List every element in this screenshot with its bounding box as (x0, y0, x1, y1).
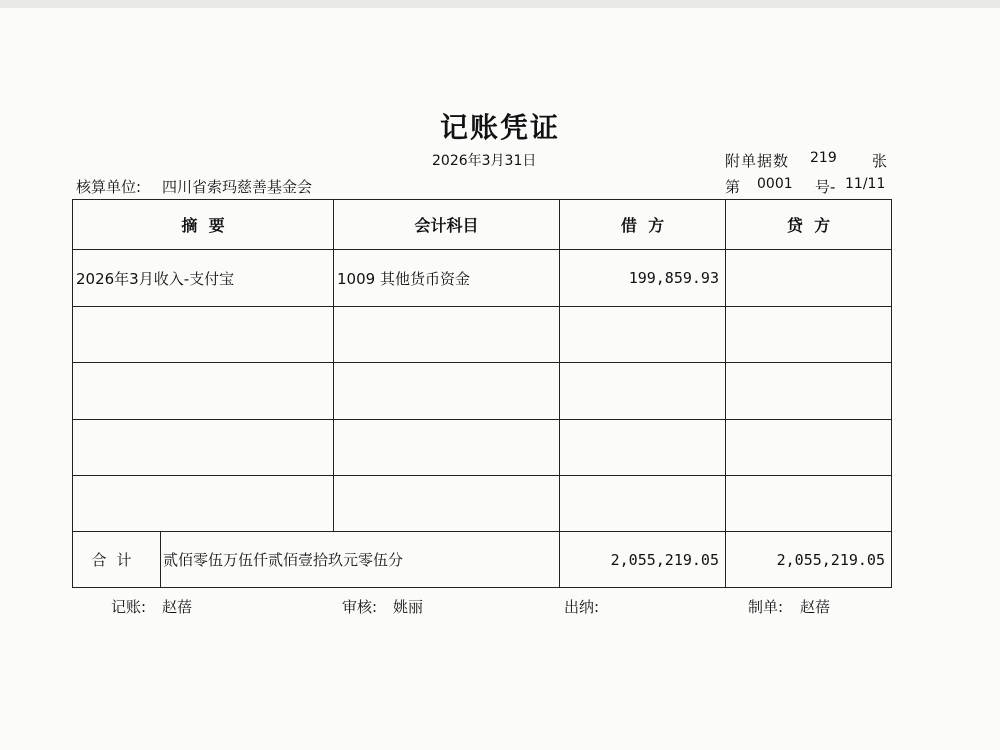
row-credit (726, 250, 892, 306)
accounting-unit-label: 核算单位: (76, 178, 142, 196)
row-credit (726, 306, 892, 362)
header-credit: 贷 方 (726, 200, 892, 250)
total-row (73, 532, 892, 588)
reviewer-label: 审核: (342, 598, 378, 616)
attachments-label: 附单据数 (725, 152, 790, 170)
row-summary: 2026年3月收入-支付宝 (73, 250, 334, 306)
voucher-page-count: 11/11 (845, 176, 886, 192)
voucher-number-suffix: 号- (815, 178, 836, 196)
row-account (334, 363, 560, 419)
header-account: 会计科目 (334, 200, 560, 250)
voucher-number: 0001 (757, 176, 793, 192)
row-account (334, 419, 560, 475)
header-debit: 借 方 (560, 200, 726, 250)
accounting-unit-name: 四川省索玛慈善基金会 (162, 178, 313, 196)
preparer-name: 赵蓓 (800, 598, 831, 616)
table-row (73, 363, 892, 419)
row-summary (73, 419, 334, 475)
attachments-count: 219 (810, 150, 837, 166)
row-debit: 199,859.93 (560, 250, 726, 306)
row-credit (726, 476, 892, 532)
row-summary (73, 476, 334, 532)
row-summary (73, 363, 334, 419)
bookkeeper-name: 赵蓓 (162, 598, 193, 616)
table-row (73, 250, 892, 306)
table-row (73, 476, 892, 532)
row-account (334, 306, 560, 362)
attachments-unit: 张 (872, 152, 888, 170)
row-debit (560, 419, 726, 475)
voucher-table (72, 199, 892, 588)
total-amount-words: 贰佰零伍万伍仟贰佰壹拾玖元零伍分 (161, 532, 560, 588)
voucher-date: 2026年3月31日 (432, 153, 537, 169)
total-label: 合计 (73, 532, 161, 588)
row-credit (726, 363, 892, 419)
row-debit (560, 476, 726, 532)
scan-edge (0, 0, 1000, 8)
cashier-label: 出纳: (564, 598, 600, 616)
preparer-label: 制单: (748, 598, 784, 616)
header-summary: 摘 要 (73, 200, 334, 250)
bookkeeper-label: 记账: (111, 598, 147, 616)
row-credit (726, 419, 892, 475)
row-summary (73, 306, 334, 362)
total-debit: 2,055,219.05 (560, 532, 726, 588)
reviewer-name: 姚丽 (393, 598, 424, 616)
table-row (73, 419, 892, 475)
voucher-title: 记账凭证 (439, 111, 560, 144)
table-row (73, 306, 892, 362)
row-account: 1009 其他货币资金 (334, 250, 560, 306)
voucher-number-prefix: 第 (725, 178, 741, 196)
row-account (334, 476, 560, 532)
total-credit: 2,055,219.05 (726, 532, 892, 588)
row-debit (560, 306, 726, 362)
header-row (73, 200, 892, 250)
row-debit (560, 363, 726, 419)
